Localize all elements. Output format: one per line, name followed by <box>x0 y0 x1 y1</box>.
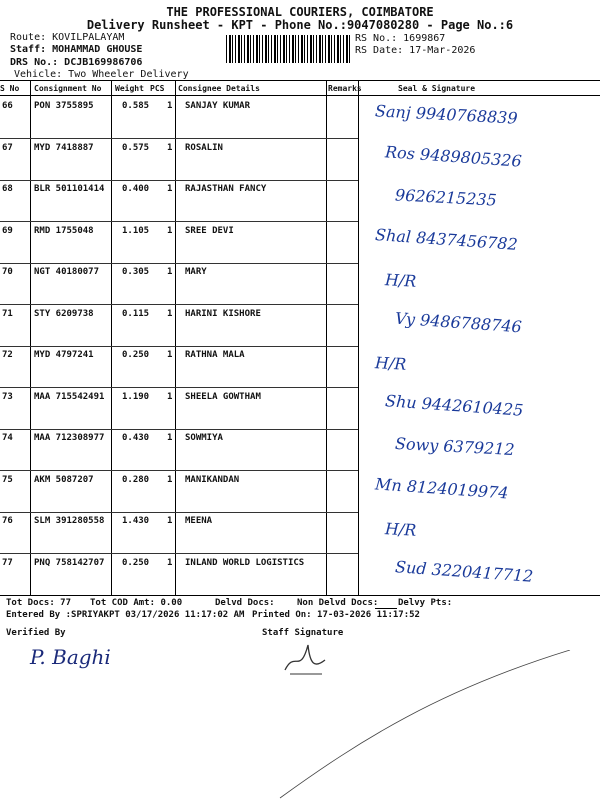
row-consignee: MARY <box>185 267 207 277</box>
handwritten-signature: H/R <box>384 270 417 291</box>
row-consignee: SREE DEVI <box>185 225 234 236</box>
handwritten-signature: H/R <box>374 353 407 374</box>
row-weight: 0.250 <box>122 350 150 360</box>
delivered-docs: Delvd Docs: <box>215 598 275 608</box>
handwritten-signature: Shal 8437456782 <box>374 224 519 254</box>
handwritten-signature: Sanj 9940768839 <box>374 101 519 128</box>
row-weight: 0.115 <box>122 308 150 319</box>
handwritten-signature: 9626215235 <box>394 185 498 210</box>
row-consignee: MANIKANDAN <box>185 474 240 485</box>
row-pcs: 1 <box>167 516 173 526</box>
table-header-border <box>0 95 600 96</box>
table-row <box>0 429 600 471</box>
row-weight: 0.430 <box>122 433 150 443</box>
row-consignment: PON 3755895 <box>34 101 94 111</box>
row-sno: 70 <box>2 267 13 277</box>
row-sno: 74 <box>2 433 13 443</box>
row-sno: 73 <box>2 391 13 402</box>
row-pcs: 1 <box>167 308 173 319</box>
entered-by: Entered By :SPRIYAKPT 03/17/2026 11:17:02 AM <box>6 610 245 620</box>
row-sno: 77 <box>2 557 13 568</box>
row-consignee: HARINI KISHORE <box>185 308 261 319</box>
row-consignment: STY 6209738 <box>34 308 94 319</box>
total-docs: Tot Docs: 77 <box>6 598 72 608</box>
handwritten-signature: Mn 8124019974 <box>374 473 510 503</box>
table-row <box>0 139 600 181</box>
row-pcs: 1 <box>167 225 173 236</box>
row-consignment: MAA 715542491 <box>34 391 105 402</box>
document-subtitle: Delivery Runsheet - KPT - Phone No.:9047080280 - Page No.:6 <box>86 18 514 32</box>
col-header-remarks: Remarks <box>328 84 362 93</box>
row-weight: 0.575 <box>122 142 150 153</box>
underline <box>375 608 397 609</box>
diagonal-pen-stroke <box>240 650 600 800</box>
handwritten-signature: Ros 9489805326 <box>384 141 523 171</box>
delivery-points: Delvy Pts: <box>398 598 453 608</box>
rs-number: RS No.: 1699867 <box>355 33 446 44</box>
non-delivered-docs: Non Delvd Docs: <box>297 598 379 608</box>
staff-signature-label: Staff Signature <box>262 628 344 638</box>
row-sno: 72 <box>2 350 13 360</box>
row-pcs: 1 <box>167 101 173 111</box>
col-header-pcs: PCS <box>150 84 165 93</box>
row-pcs: 1 <box>167 433 173 443</box>
table-row <box>0 388 600 430</box>
row-pcs: 1 <box>167 557 173 568</box>
row-weight: 0.305 <box>122 267 150 277</box>
row-weight: 0.250 <box>122 557 150 568</box>
row-weight: 0.585 <box>122 101 150 111</box>
row-consignment: RMD 1755048 <box>34 225 94 236</box>
row-weight: 1.430 <box>122 516 150 526</box>
handwritten-signature: Vy 9486788746 <box>394 308 523 336</box>
col-header-signature: Seal & Signature <box>398 84 476 93</box>
row-consignee: INLAND WORLD LOGISTICS <box>185 557 305 568</box>
col-header-weight: Weight <box>115 84 144 93</box>
handwritten-signature: H/R <box>384 519 417 540</box>
table-row <box>0 471 600 513</box>
row-pcs: 1 <box>167 350 173 360</box>
col-header-sno: S No <box>0 84 20 93</box>
table-row <box>0 346 600 388</box>
table-row <box>0 97 600 139</box>
row-sno: 71 <box>2 308 13 319</box>
row-weight: 0.280 <box>122 474 150 485</box>
row-consignment: MYD 4797241 <box>34 350 94 360</box>
table-row <box>0 305 600 347</box>
table-row <box>0 180 600 222</box>
table-bottom-border <box>0 595 600 596</box>
row-pcs: 1 <box>167 142 173 153</box>
verifier-signature: P. Baghi <box>30 645 111 669</box>
col-header-consignment: Consignment No <box>34 84 102 93</box>
row-consignee: SHEELA GOWTHAM <box>185 391 261 402</box>
row-pcs: 1 <box>167 267 173 277</box>
row-pcs: 1 <box>167 474 173 485</box>
staff-label: Staff: MOHAMMAD GHOUSE <box>10 44 143 55</box>
handwritten-signature: Sowy 6379212 <box>394 433 516 460</box>
row-sno: 69 <box>2 225 13 236</box>
row-consignment: NGT 40180077 <box>34 267 100 277</box>
route-label: Route: KOVILPALAYAM <box>10 32 125 43</box>
row-weight: 0.400 <box>122 184 150 194</box>
total-cod: Tot COD Amt: 0.00 <box>90 598 183 608</box>
table-top-border <box>0 80 600 81</box>
row-sno: 68 <box>2 184 13 194</box>
table-row <box>0 554 600 596</box>
row-consignment: AKM 5087207 <box>34 474 94 485</box>
table-row <box>0 512 600 554</box>
table-row <box>0 222 600 264</box>
col-header-consignee: Consignee Details <box>178 84 260 93</box>
printed-on: Printed On: 17-03-2026 11:17:52 <box>252 610 420 620</box>
row-consignment: BLR 501101414 <box>34 184 105 194</box>
handwritten-signature: Shu 9442610425 <box>384 390 524 420</box>
row-consignee: SANJAY KUMAR <box>185 101 251 111</box>
verified-by-label: Verified By <box>6 628 66 638</box>
row-weight: 1.105 <box>122 225 150 236</box>
barcode-image <box>226 35 350 63</box>
row-weight: 1.190 <box>122 391 150 402</box>
row-sno: 66 <box>2 101 13 111</box>
row-consignment: MYD 7418887 <box>34 142 94 153</box>
rs-date: RS Date: 17-Mar-2026 <box>355 45 476 56</box>
row-consignee: RAJASTHAN FANCY <box>185 184 267 194</box>
row-consignment: MAA 712308977 <box>34 433 105 443</box>
row-consignee: SOWMIYA <box>185 433 223 443</box>
row-consignee: MEENA <box>185 516 213 526</box>
table-row <box>0 263 600 305</box>
row-pcs: 1 <box>167 184 173 194</box>
row-pcs: 1 <box>167 391 173 402</box>
row-consignee: RATHNA MALA <box>185 350 245 360</box>
row-consignee: ROSALIN <box>185 142 223 153</box>
row-consignment: PNQ 758142707 <box>34 557 105 568</box>
row-sno: 76 <box>2 516 13 526</box>
vehicle-label: Vehicle: Two Wheeler Delivery <box>14 69 189 80</box>
row-consignment: SLM 391280558 <box>34 516 105 526</box>
drs-label: DRS No.: DCJB169986706 <box>10 57 143 68</box>
handwritten-signature: Sud 3220417712 <box>394 556 534 586</box>
row-sno: 75 <box>2 474 13 485</box>
document-title: THE PROFESSIONAL COURIERS, COIMBATORE <box>166 5 434 19</box>
row-sno: 67 <box>2 142 13 153</box>
